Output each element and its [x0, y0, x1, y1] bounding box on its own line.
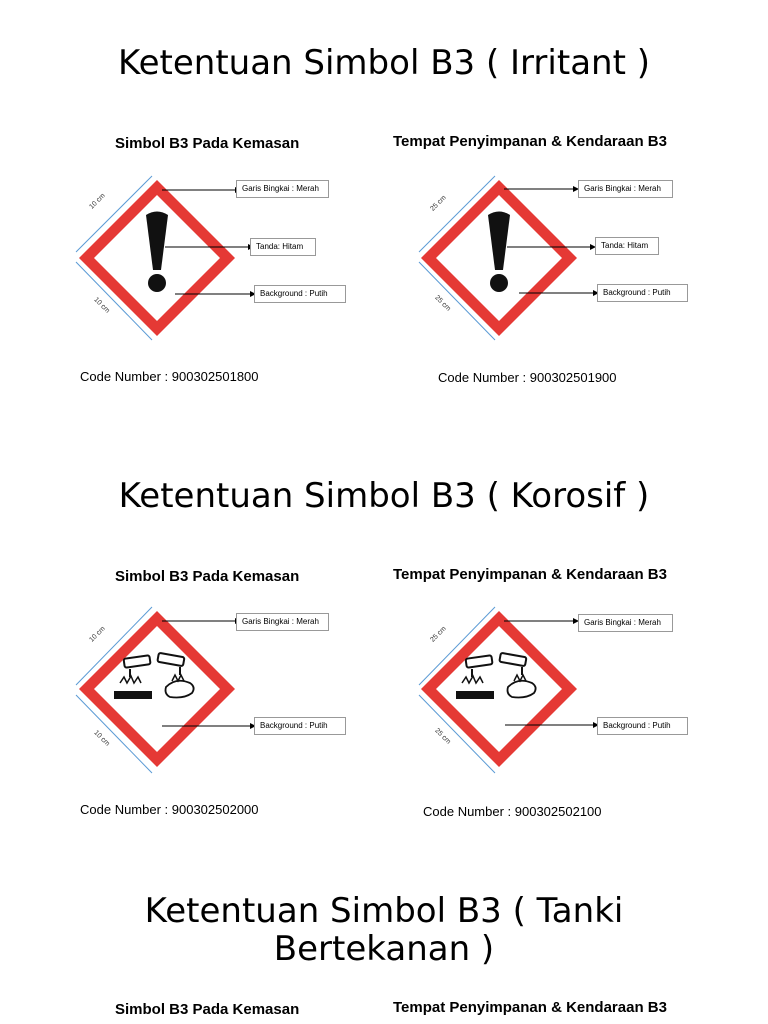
code-number-irritant-storage: Code Number : 900302501900 [438, 370, 617, 385]
dimension-label-top: 10 cm [88, 625, 107, 644]
dimension-label-bottom: 10 cm [92, 729, 111, 748]
callout-background-color: Background : Putih [254, 285, 346, 303]
callout-background-color: Background : Putih [597, 284, 688, 302]
callout-background-color: Background : Putih [597, 717, 688, 735]
callout-sign-color: Tanda: Hitam [250, 238, 316, 256]
callout-frame-color: Garis Bingkai : Merah [236, 180, 329, 198]
section-title-pressurized-tank-line2: Bertekanan ) [273, 929, 495, 969]
dimension-label-bottom: 25 cm [433, 294, 452, 313]
callout-background-color: Background : Putih [254, 717, 346, 735]
code-number-corrosive-packaging: Code Number : 900302502000 [80, 802, 259, 817]
callout-sign-color: Tanda: Hitam [595, 237, 659, 255]
code-number-irritant-packaging: Code Number : 900302501800 [80, 369, 259, 384]
callout-frame-color: Garis Bingkai : Merah [236, 613, 329, 631]
section-title-irritant: Ketentuan Simbol B3 ( Irritant ) [118, 43, 650, 83]
irritant-storage-diagram [415, 170, 715, 350]
irritant-packaging-diagram [70, 170, 370, 350]
section-title-pressurized-tank-line1: Ketentuan Simbol B3 ( Tanki [144, 891, 624, 931]
heading-packaging-irritant: Simbol B3 Pada Kemasan [115, 135, 300, 152]
heading-storage-corrosive: Tempat Penyimpanan & Kendaraan B3 [393, 566, 667, 583]
heading-packaging-pressurized: Simbol B3 Pada Kemasan [115, 1001, 300, 1018]
heading-packaging-corrosive: Simbol B3 Pada Kemasan [115, 568, 300, 585]
section-title-corrosive: Ketentuan Simbol B3 ( Korosif ) [118, 476, 650, 516]
callout-frame-color: Garis Bingkai : Merah [578, 614, 673, 632]
dimension-label-top: 25 cm [429, 625, 448, 644]
corrosive-storage-diagram [415, 603, 715, 783]
callout-frame-color: Garis Bingkai : Merah [578, 180, 673, 198]
heading-storage-irritant: Tempat Penyimpanan & Kendaraan B3 [393, 133, 667, 150]
dimension-label-bottom: 10 cm [92, 296, 111, 315]
heading-storage-pressurized: Tempat Penyimpanan & Kendaraan B3 [393, 999, 667, 1016]
dimension-label-top: 10 cm [88, 192, 107, 211]
dimension-label-top: 25 cm [429, 194, 448, 213]
corrosive-packaging-diagram [70, 603, 370, 783]
dimension-label-bottom: 25 cm [433, 727, 452, 746]
code-number-corrosive-storage: Code Number : 900302502100 [423, 804, 602, 819]
